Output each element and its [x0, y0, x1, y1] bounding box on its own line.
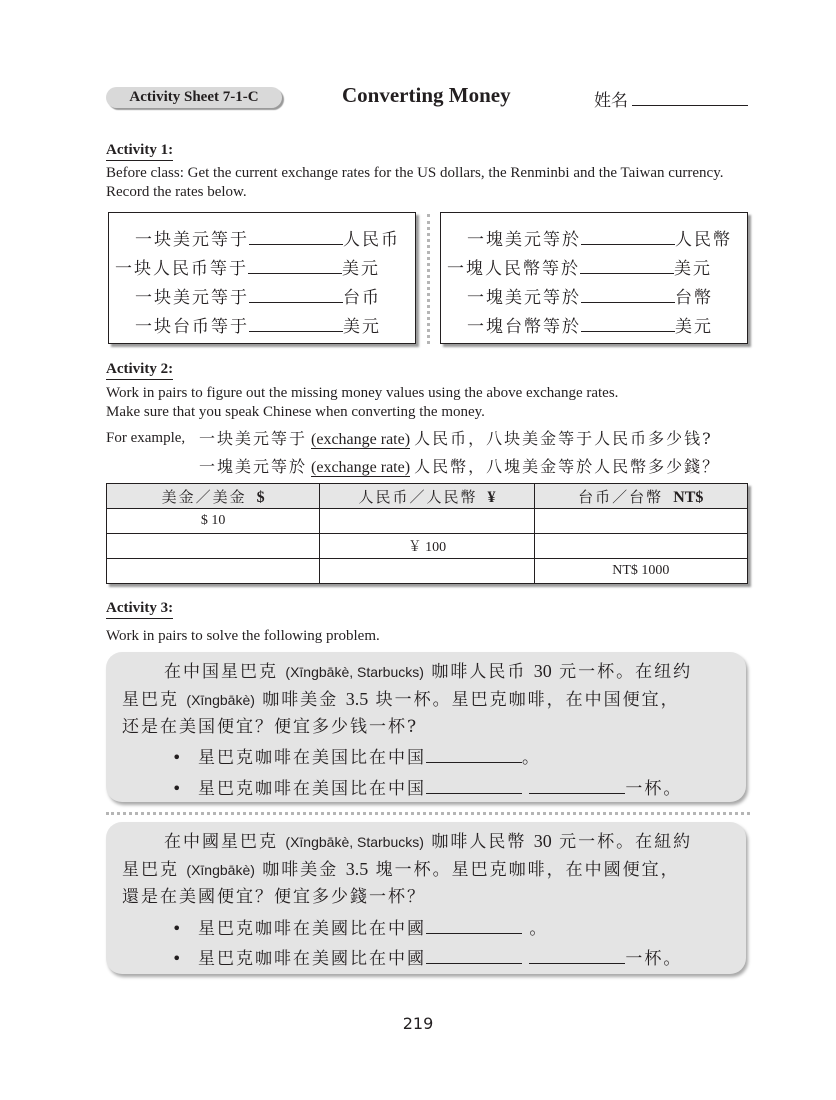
rate-suffix: 美元 — [675, 317, 713, 337]
bullet-icon: • — [172, 748, 182, 767]
rate-prefix: 一块美元等于 — [135, 288, 249, 308]
answer-end: 。 — [522, 748, 541, 768]
rate-prefix: 一塊美元等於 — [467, 288, 581, 308]
rate-blank[interactable] — [581, 317, 675, 332]
bullet-icon: • — [172, 779, 182, 798]
problem-text: 咖啡美金 — [262, 860, 339, 880]
rate-line — [135, 312, 381, 337]
answer-prompt: 星巴克咖啡在美國比在中國 — [198, 949, 426, 969]
rate-prefix: 一塊台幣等於 — [467, 317, 581, 337]
answer-bullet — [172, 774, 682, 799]
table-row — [107, 559, 748, 584]
problem-text: 块一杯。星巴克咖啡，在中国便宜， — [375, 690, 680, 710]
rates-box-traditional — [440, 212, 748, 344]
example-prefix: 一块美元等于 — [199, 429, 308, 448]
problem-text: 塊一杯。星巴克咖啡，在中國便宜， — [375, 860, 680, 880]
rate-line — [447, 254, 712, 279]
rate-prefix: 一塊美元等於 — [467, 230, 581, 250]
problem-text: 咖啡人民币 — [431, 662, 527, 682]
rate-blank[interactable] — [249, 288, 343, 303]
exchange-rate-placeholder: (exchange rate) — [311, 431, 411, 448]
example-suffix: 人民币，八块美金等于人民币多少钱? — [414, 429, 713, 448]
problem-text: 在中国星巴克 — [164, 662, 278, 682]
bullet-icon: • — [172, 919, 182, 938]
rate-suffix: 人民幣 — [675, 230, 732, 250]
rate-line — [135, 283, 381, 308]
header-label: 台币／台幣 — [578, 487, 664, 506]
table-row — [107, 534, 748, 559]
currency-symbol: $ — [256, 488, 265, 506]
answer-end: 一杯。 — [625, 779, 683, 799]
rate-prefix: 一块人民币等于 — [115, 259, 248, 279]
example-prefix: 一塊美元等於 — [199, 457, 308, 476]
problem-line — [122, 855, 680, 880]
rate-blank[interactable] — [249, 317, 343, 332]
rate-line — [467, 312, 713, 337]
currency-symbol: NT$ — [673, 488, 704, 506]
activity1-instructions: Before class: Get the current exchange rates for the US dollars, the Renminbi and the Taiwan currency. Record the rates below. — [106, 165, 724, 200]
page-number: 219 — [402, 1014, 434, 1033]
rate-suffix: 美元 — [674, 259, 712, 279]
answer-bullet — [172, 944, 682, 969]
answer-prompt: 星巴克咖啡在美國比在中國 — [198, 919, 426, 939]
problem-line: 還是在美國便宜？便宜多少錢一杯？ — [122, 887, 426, 907]
table-cell[interactable] — [107, 534, 320, 559]
header-ntd — [534, 484, 747, 509]
rate-prefix: 一塊人民幣等於 — [447, 259, 580, 279]
table-cell[interactable] — [534, 509, 747, 534]
rate-blank[interactable] — [580, 259, 674, 274]
table-cell[interactable] — [320, 559, 534, 584]
header-label: 美金／美金 — [161, 487, 247, 506]
price-number: 30 — [533, 831, 552, 851]
header-label: 人民币／人民幣 — [358, 487, 478, 506]
example-line-simplified — [199, 426, 713, 449]
table-cell: $ 10 — [107, 509, 320, 534]
problem-line — [164, 657, 692, 682]
dotted-divider-vertical — [427, 214, 430, 344]
answer-prompt: 星巴克咖啡在美国比在中国 — [198, 779, 426, 799]
problem-line — [164, 827, 692, 852]
rate-blank[interactable] — [248, 259, 342, 274]
rate-suffix: 人民币 — [343, 230, 400, 250]
table-header-row — [107, 484, 748, 509]
activity3-heading: Activity 3: — [106, 600, 173, 619]
header-rmb — [320, 484, 534, 509]
table-cell[interactable] — [107, 559, 320, 584]
activity2-line2: Make sure that you speak Chinese when converting the money. — [106, 404, 485, 420]
pinyin-text: (Xīngbākè) — [186, 862, 255, 878]
problem-text: 元一杯。在纽约 — [559, 662, 693, 682]
conversion-table — [106, 483, 748, 584]
answer-end: 一杯。 — [625, 949, 683, 969]
problem-panel-simplified — [106, 652, 746, 802]
problem-text: 咖啡美金 — [262, 690, 339, 710]
problem-panel-traditional — [106, 822, 746, 974]
price-number: 3.5 — [345, 859, 369, 879]
table-cell[interactable] — [534, 534, 747, 559]
page-title: Converting Money — [342, 83, 511, 107]
rate-line — [467, 225, 732, 250]
rate-blank[interactable] — [581, 230, 675, 245]
bullet-icon: • — [172, 949, 182, 968]
answer-end: 。 — [529, 919, 549, 939]
name-label: 姓名 — [594, 91, 628, 111]
answer-bullet — [172, 743, 541, 768]
problem-text: 星巴克 — [122, 860, 179, 880]
rate-prefix: 一块美元等于 — [135, 230, 249, 250]
example-suffix: 人民幣，八塊美金等於人民幣多少錢？ — [414, 457, 721, 476]
table-cell: NT$ 1000 — [534, 559, 747, 584]
rate-line — [115, 254, 380, 279]
table-cell: ￥ 100 — [320, 534, 534, 559]
price-number: 30 — [533, 661, 552, 681]
table-row — [107, 509, 748, 534]
pinyin-text: (Xīngbākè, Starbucks) — [285, 834, 424, 850]
answer-blank[interactable] — [529, 779, 625, 794]
pinyin-text: (Xīngbākè) — [186, 692, 255, 708]
rate-line — [135, 225, 400, 250]
answer-blank[interactable] — [426, 919, 522, 934]
rates-box-simplified — [108, 212, 416, 344]
activity2-heading: Activity 2: — [106, 361, 173, 380]
answer-bullet — [172, 914, 548, 939]
problem-text: 在中國星巴克 — [164, 832, 278, 852]
rate-blank[interactable] — [249, 230, 343, 245]
answer-blank[interactable] — [426, 779, 522, 794]
example-label: For example, — [106, 430, 186, 446]
activity2-line1: Work in pairs to figure out the missing money values using the above exchange rates. — [106, 385, 619, 401]
rate-suffix: 美元 — [342, 259, 380, 279]
answer-blank[interactable] — [426, 949, 522, 964]
name-blank[interactable] — [632, 105, 748, 106]
rate-prefix: 一块台币等于 — [135, 317, 249, 337]
example-line-traditional — [199, 454, 720, 477]
activity-sheet-badge: Activity Sheet 7-1-C — [106, 87, 282, 108]
problem-line: 还是在美国便宜？便宜多少钱一杯? — [122, 717, 419, 737]
activity3-instructions: Work in pairs to solve the following problem. — [106, 628, 380, 644]
rate-suffix: 美元 — [343, 317, 381, 337]
pinyin-text: (Xīngbākè, Starbucks) — [285, 664, 424, 680]
answer-blank[interactable] — [426, 748, 522, 763]
dotted-divider-horizontal — [106, 812, 750, 815]
header-usd — [107, 484, 320, 509]
table-cell[interactable] — [320, 509, 534, 534]
answer-prompt: 星巴克咖啡在美国比在中国 — [198, 748, 426, 768]
currency-symbol: ¥ — [487, 488, 496, 506]
activity1-heading: Activity 1: — [106, 142, 173, 161]
problem-line — [122, 685, 680, 710]
problem-text: 星巴克 — [122, 690, 179, 710]
rate-line — [467, 283, 713, 308]
rate-suffix: 台幣 — [675, 288, 713, 308]
exchange-rate-placeholder: (exchange rate) — [311, 459, 411, 476]
rate-blank[interactable] — [581, 288, 675, 303]
answer-blank[interactable] — [529, 949, 625, 964]
price-number: 3.5 — [345, 689, 369, 709]
problem-text: 咖啡人民幣 — [431, 832, 527, 852]
problem-text: 元一杯。在紐約 — [559, 832, 693, 852]
rate-suffix: 台币 — [343, 288, 381, 308]
